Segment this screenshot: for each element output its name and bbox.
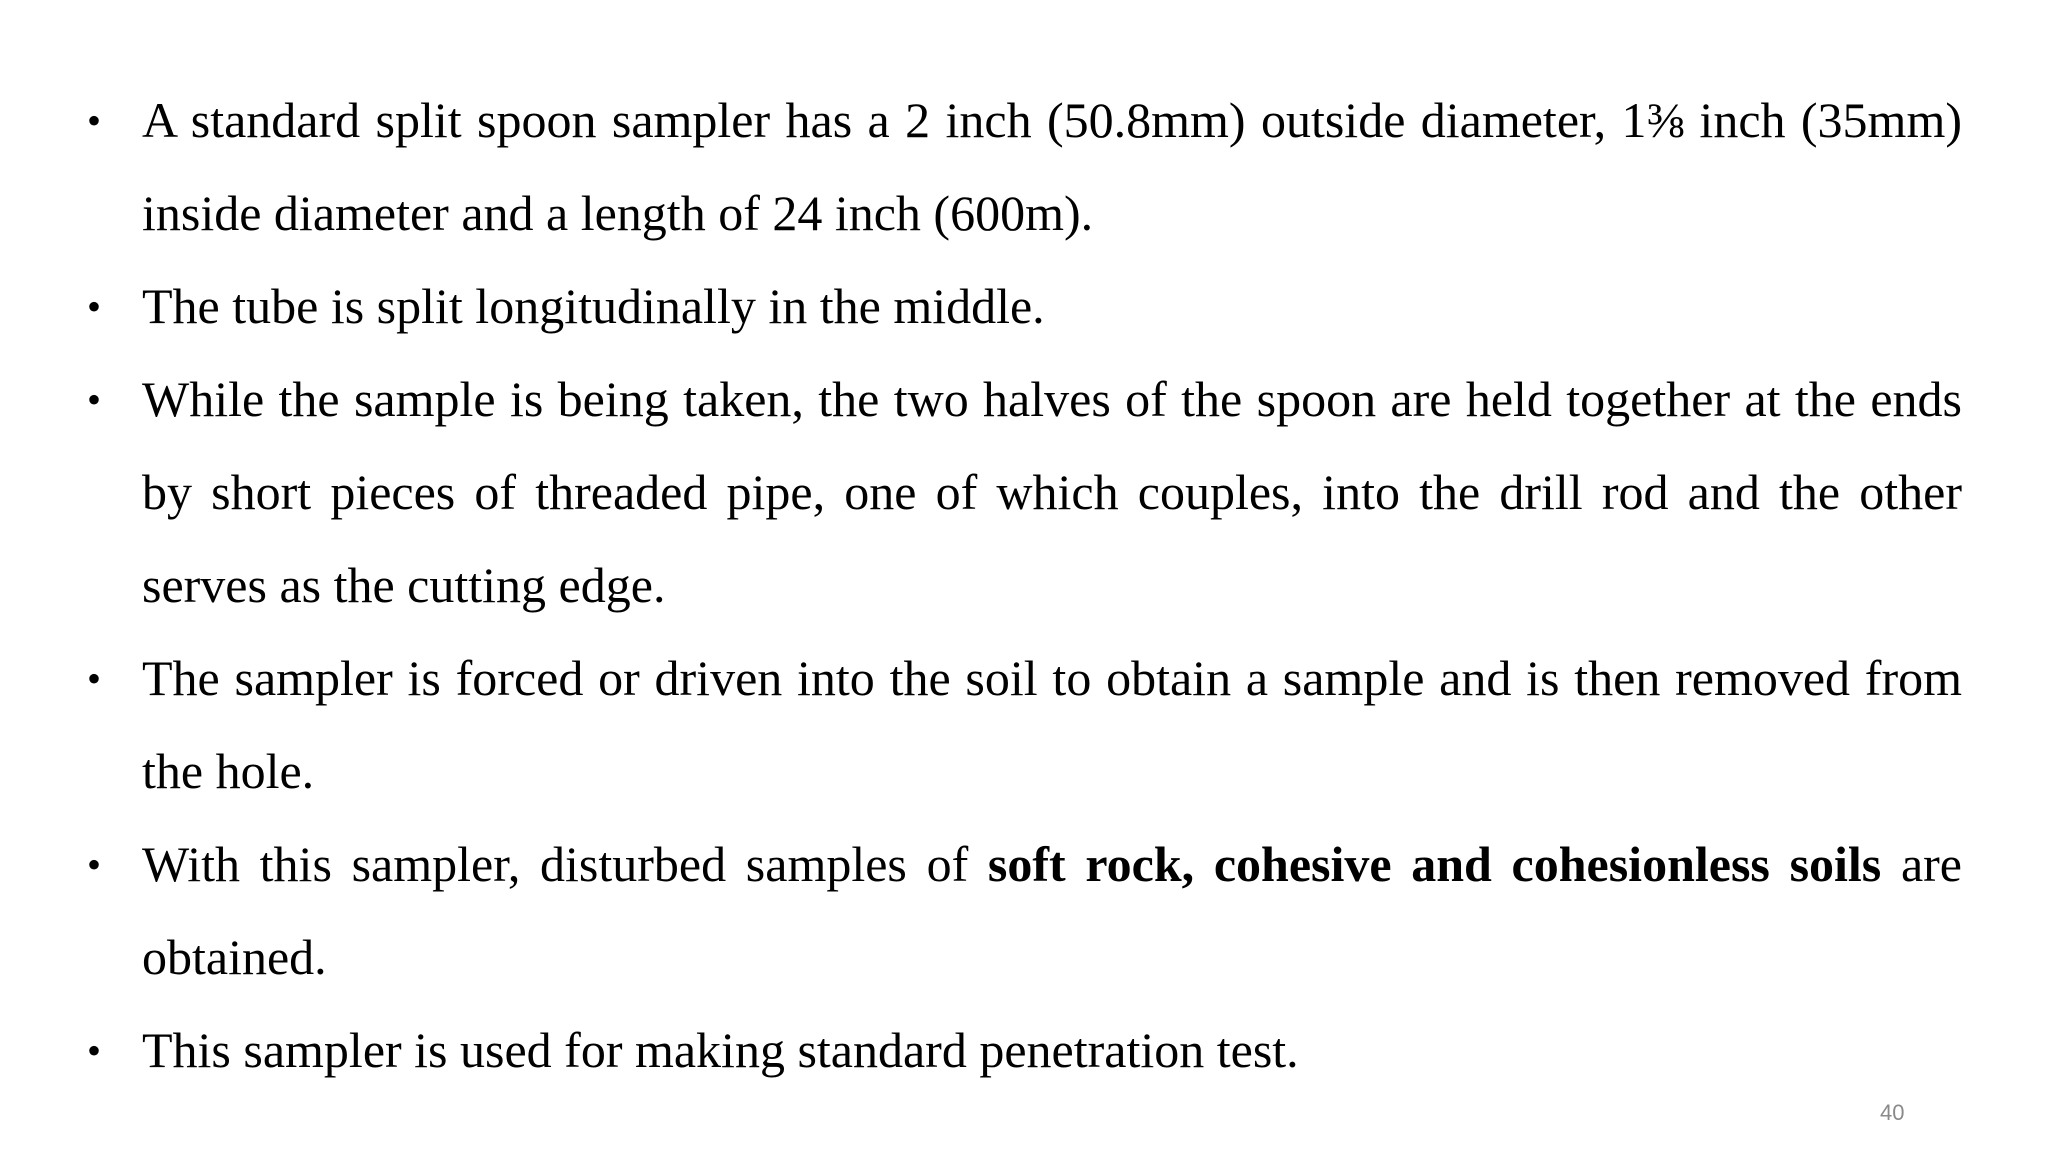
page-number: 40 bbox=[1880, 1100, 1905, 1125]
bullet-text: This sampler is used for making standard penetration test. bbox=[142, 1022, 1299, 1078]
bullet-text: A standard split spoon sampler has a 2 inch (50.8mm) outside diameter, 1⅜ inch (35mm) inside diameter and a length of 24 inch (600m). bbox=[142, 92, 1962, 241]
bullet-text: The tube is split longitudinally in the middle. bbox=[142, 278, 1045, 334]
bullet-item-sampler-dimensions bbox=[80, 74, 1962, 260]
bullet-icon: • bbox=[86, 284, 101, 329]
bullet-icon: • bbox=[86, 656, 101, 701]
bullet-item-tube-split bbox=[80, 260, 1962, 353]
bullet-text-bold: soft rock, cohesive and cohesionless soils bbox=[987, 836, 1882, 892]
bullet-icon: • bbox=[86, 1028, 101, 1073]
bullet-item-halves-held bbox=[80, 353, 1962, 632]
bullet-list bbox=[80, 74, 1962, 1097]
bullet-text-before: With this sampler, disturbed samples of bbox=[142, 836, 988, 892]
bullet-icon: • bbox=[86, 842, 101, 887]
bullet-item-sampler-driven bbox=[80, 632, 1962, 818]
bullet-icon: • bbox=[86, 98, 101, 143]
bullet-item-disturbed-samples bbox=[80, 818, 1962, 1004]
bullet-icon: • bbox=[86, 377, 101, 422]
bullet-text-after: are obtained. bbox=[142, 836, 1962, 985]
bullet-text: While the sample is being taken, the two halves of the spoon are held together at the ends by short pieces of threaded pipe, one of which couples, into the drill rod and the other serves as the cutting edge. bbox=[142, 371, 1962, 613]
bullet-text: The sampler is forced or driven into the soil to obtain a sample and is then removed from the hole. bbox=[142, 650, 1962, 799]
bullet-item-penetration-test bbox=[80, 1004, 1962, 1097]
